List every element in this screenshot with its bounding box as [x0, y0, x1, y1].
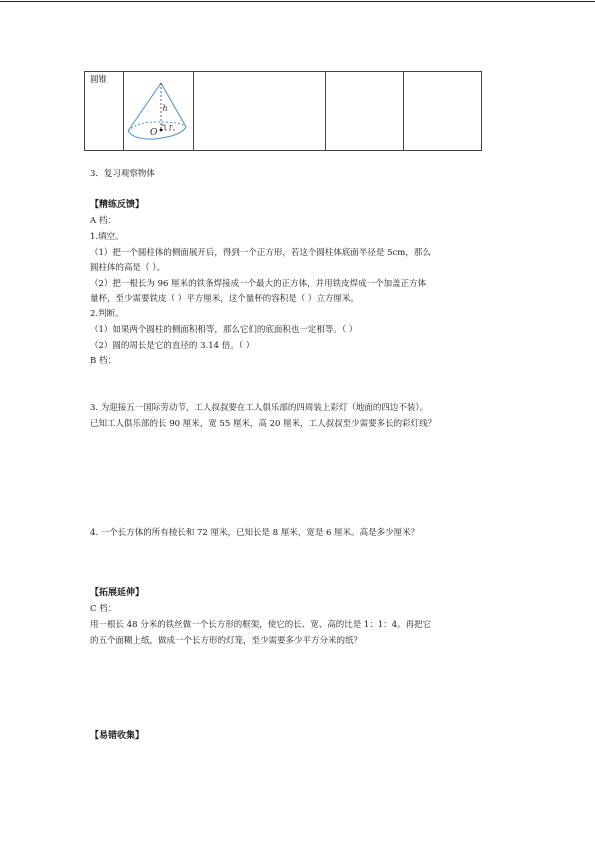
judge-heading: 2.判断。: [90, 309, 124, 319]
question-1-line-2: 圆柱体的高是（ ）。: [90, 263, 165, 273]
table-cell-empty: [194, 72, 326, 151]
problem-4: 4. 一个长方体的所有棱长和 72 厘米，已知长是 8 厘米，宽是 6 厘米。高是多少厘米？: [90, 528, 420, 538]
section-3-heading: 3．复习观察物体: [90, 169, 155, 179]
cone-center-dot: [160, 129, 163, 132]
level-c-label: C 档：: [90, 604, 117, 614]
page-top-rule: [0, 1, 595, 2]
problem-3-line-1: 3. 为迎接五一国际劳动节，工人叔叔要在工人俱乐部的四周装上彩灯（地面的四边不装）。: [90, 403, 429, 413]
problem-3-line-2: 已知工人俱乐部的长 90 厘米，宽 55 厘米，高 20 厘米，工人叔叔至少需要多长的彩灯线？: [90, 419, 437, 429]
row-label: 圆锥: [90, 75, 108, 85]
extension-line-2: 的五个面糊上纸，做成一个长方形的灯笼，至少需要多少平方分米的纸？: [90, 636, 363, 646]
extension-title: 【拓展延伸】: [90, 588, 145, 598]
judge-item-2: （2）圆的周长是它的直径的 3.14 倍。（ ）: [90, 341, 255, 351]
fill-blank-heading: 1.填空。: [90, 232, 124, 242]
question-1-line-1: （1）把一个圆柱体的侧面展开后，得到一个正方形，若这个圆柱体底面半径是 5cm，那么: [90, 248, 431, 258]
cone-figure: [124, 79, 190, 145]
cone-left-edge: [128, 83, 161, 131]
table-cell-empty: [326, 72, 404, 151]
level-b-label: B 档：: [90, 356, 116, 366]
feedback-title: 【精练反馈】: [90, 200, 145, 210]
extension-line-1: 用一根长 48 分米的铁丝做一个长方形的框架，使它的长、宽、高的比是 1：1：4。再把它: [90, 620, 432, 630]
cone-height-label: h: [162, 104, 168, 113]
question-2-line-1: （2）把一根长为 96 厘米的铁条焊接成一个最大的正方体，并用铁皮焊成一个加盖正方体: [90, 279, 427, 289]
judge-item-1: （1）如果两个圆柱的侧面积相等，那么它们的底面积也一定相等。（ ）: [90, 325, 358, 335]
table-cell-empty: [404, 72, 482, 151]
level-a-label: A 档：: [90, 216, 116, 226]
mistakes-title: 【易错收集】: [90, 731, 145, 741]
question-2-line-2: 量杯，至少需要铁皮（ ）平方厘米，这个量杯的容积是（ ）立方厘米。: [90, 294, 359, 304]
cone-radius-label: r: [169, 123, 173, 131]
cone-center-label: O: [150, 128, 158, 138]
table-cell-label: [85, 72, 124, 151]
